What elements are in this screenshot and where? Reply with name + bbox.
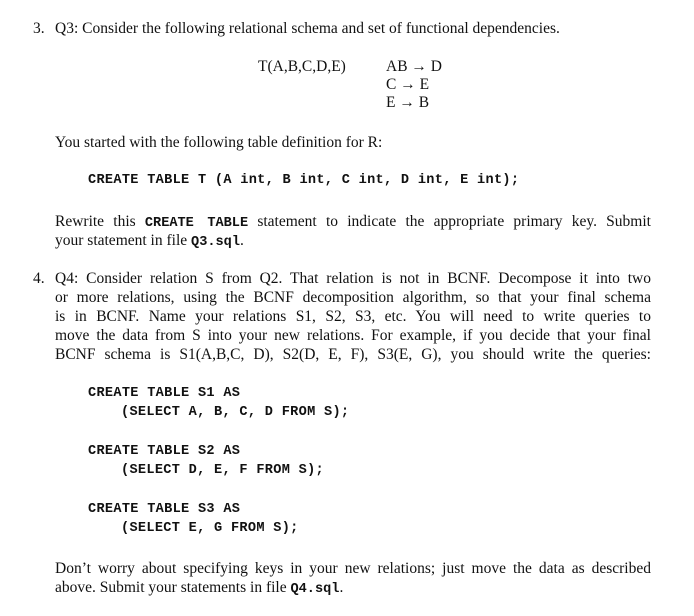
q4-paragraph-line-2: or more relations, using the BCNF decomposition algorithm, so that your final schema	[55, 289, 651, 306]
functional-dependency-1: AB → D	[386, 58, 442, 75]
q4-footer-line-2: above. Submit your statements in file Q4.sql.	[55, 579, 344, 597]
q3-intro: You started with the following table definition for R:	[55, 134, 383, 151]
q3-rewrite-line-2: your statement in file Q3.sql.	[55, 232, 244, 250]
q4-number: 4.	[33, 270, 45, 287]
relation-schema: T(A,B,C,D,E)	[258, 58, 346, 75]
query-2-create: CREATE TABLE S2 AS	[88, 444, 241, 459]
q4-footer-line-1: Don’t worry about specifying keys in your new relations; just move the data as described	[55, 560, 651, 577]
q3-rewrite-line-1: Rewrite this CREATE TABLE statement to indicate the appropriate primary key. Submit	[55, 213, 651, 231]
q4-paragraph-line-1: Q4: Consider relation S from Q2. That relation is not in BCNF. Decompose it into two	[55, 270, 651, 287]
create-table-statement: CREATE TABLE T (A int, B int, C int, D int, E int);	[88, 173, 520, 188]
query-1-select: (SELECT A, B, C, D FROM S);	[121, 405, 350, 420]
query-3-select: (SELECT E, G FROM S);	[121, 521, 299, 536]
q4-paragraph-line-4: move the data from S into your new relations. For example, if you decide that your final	[55, 327, 651, 344]
functional-dependency-2: C → E	[386, 76, 430, 93]
query-1-create: CREATE TABLE S1 AS	[88, 386, 241, 401]
q4-paragraph-line-5: BCNF schema is S1(A,B,C, D), S2(D, E, F), S3(E, G), you should write the queries:	[55, 346, 651, 363]
q3-number: 3.	[33, 20, 45, 37]
q3-heading: Q3: Consider the following relational schema and set of functional dependencies.	[55, 20, 560, 37]
query-3-create: CREATE TABLE S3 AS	[88, 502, 241, 517]
query-2-select: (SELECT D, E, F FROM S);	[121, 463, 324, 478]
functional-dependency-3: E → B	[386, 94, 430, 111]
q4-paragraph-line-3: is in BCNF. Name your relations S1, S2, S3, etc. You will need to write queries to	[55, 308, 651, 325]
